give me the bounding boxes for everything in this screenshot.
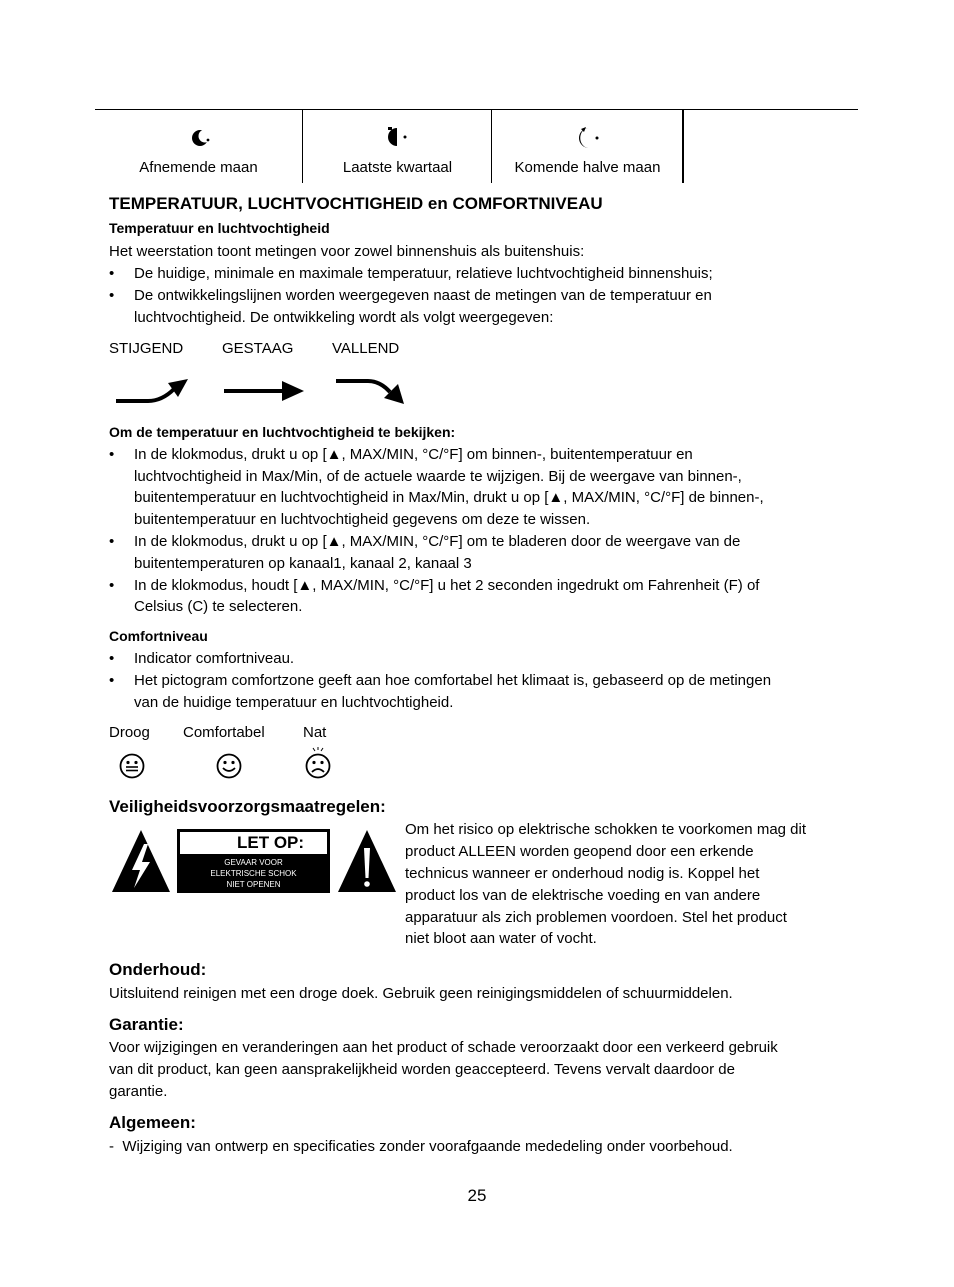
exclamation-warning-icon bbox=[336, 828, 398, 894]
safety-text-line: product los van de elektrische voeding en van andere bbox=[405, 887, 761, 904]
safety-text-line: Om het risico op elektrische schokken te voorkomen mag dit bbox=[405, 821, 807, 838]
steady-arrow-icon bbox=[222, 378, 306, 404]
list-item: luchtvochtigheid in Max/Min, of de actuele waarde te wijzigen. Bij de weergave van binnen-, bbox=[134, 468, 742, 485]
falling-arrow-icon bbox=[334, 374, 410, 408]
list-item: De huidige, minimale en maximale temperatuur, relatieve luchtvochtigheid binnenshuis; bbox=[134, 265, 713, 282]
list-item: buitentemperaturen op kanaal1, kanaal 2, kanaal 3 bbox=[134, 555, 472, 572]
table-divider bbox=[682, 110, 684, 183]
waxing-half-moon-icon bbox=[577, 125, 603, 151]
intro-text: Het weerstation toont metingen voor zowel binnenshuis als buitenshuis: bbox=[109, 243, 585, 260]
maintenance-text: Uitsluitend reinigen met een droge doek. Gebruik geen reinigingsmiddelen of schuurmiddelen. bbox=[109, 985, 733, 1002]
bullet-marker: • bbox=[109, 287, 115, 304]
bullet-marker: • bbox=[109, 577, 115, 594]
section-title-warranty: Garantie: bbox=[109, 1015, 184, 1034]
warning-label-box bbox=[177, 829, 330, 893]
waning-crescent-moon-icon bbox=[190, 126, 214, 150]
list-item: buitentemperatuur en luchtvochtigheid in Max/Min, drukt u op [▲, MAX/MIN, °C/°F] de binnen-, bbox=[134, 489, 764, 506]
list-item: Celsius (C) te selecteren. bbox=[134, 598, 303, 615]
section-title-temperature: TEMPERATUUR, LUCHTVOCHTIGHEID en COMFORTNIVEAU bbox=[109, 194, 603, 213]
general-text: - Wijziging van ontwerp en specificaties zonder voorafgaande mededeling onder voorbehoud. bbox=[109, 1138, 733, 1155]
list-item: luchtvochtigheid. De ontwikkeling wordt als volgt weergegeven: bbox=[134, 309, 554, 326]
comfort-label-comfortable: Comfortabel bbox=[183, 724, 265, 741]
sad-face-icon bbox=[304, 746, 334, 780]
list-item: De ontwikkelingslijnen worden weergegeven naast de metingen van de temperatuur en bbox=[134, 287, 712, 304]
trend-label-steady: GESTAAG bbox=[222, 340, 294, 357]
last-quarter-moon-icon bbox=[385, 125, 411, 149]
subheading-view: Om de temperatuur en luchtvochtigheid te bekijken: bbox=[109, 424, 456, 440]
safety-text-line: product ALLEEN worden geopend door een erkende bbox=[405, 843, 754, 860]
bullet-marker: • bbox=[109, 672, 115, 689]
moon-label: Komende halve maan bbox=[514, 159, 661, 176]
warning-box-header bbox=[180, 832, 327, 854]
page-number: 25 bbox=[467, 1186, 487, 1205]
warranty-text-line: garantie. bbox=[109, 1083, 168, 1100]
safety-text-line: technicus wanneer er onderhoud nodig is. Koppel het bbox=[405, 865, 760, 882]
safety-text-line: apparatuur als zich problemen voordoen. Stel het product bbox=[405, 909, 787, 926]
rising-arrow-icon bbox=[112, 375, 192, 407]
section-title-safety: Veiligheidsvoorzorgsmaatregelen: bbox=[109, 797, 386, 816]
section-title-general: Algemeen: bbox=[109, 1113, 196, 1132]
warning-box-title: LET OP: bbox=[237, 833, 305, 852]
table-top-border bbox=[95, 109, 858, 110]
bullet-marker: • bbox=[109, 446, 115, 463]
list-item: buitentemperatuur en luchtvochtigheid gegevens om deze te wissen. bbox=[134, 511, 591, 528]
bullet-marker: • bbox=[109, 533, 115, 550]
moon-label: Laatste kwartaal bbox=[342, 159, 453, 176]
list-item: In de klokmodus, houdt [▲, MAX/MIN, °C/°F] u het 2 seconden ingedrukt om Fahrenheit (F) of bbox=[134, 577, 760, 594]
electric-shock-warning-icon bbox=[110, 828, 172, 894]
warning-box-line: GEVAAR VOOR bbox=[224, 858, 283, 867]
bullet-marker: • bbox=[109, 650, 115, 667]
list-item: van de huidige temperatuur en luchtvochtigheid. bbox=[134, 694, 454, 711]
subheading-temperature-humidity: Temperatuur en luchtvochtigheid bbox=[109, 220, 330, 236]
warning-box-line: NIET OPENEN bbox=[226, 880, 281, 889]
safety-text-line: niet bloot aan water of vocht. bbox=[405, 930, 597, 947]
comfort-label-dry: Droog bbox=[109, 724, 150, 741]
trend-label-falling: VALLEND bbox=[332, 340, 400, 357]
warranty-text-line: Voor wijzigingen en veranderingen aan het product of schade veroorzaakt door een verkeerd gebruik bbox=[109, 1039, 778, 1056]
list-item: Indicator comfortniveau. bbox=[134, 650, 295, 667]
moon-label: Afnemende maan bbox=[139, 159, 258, 176]
warning-box-line: ELEKTRISCHE SCHOK bbox=[210, 869, 297, 878]
bullet-marker: • bbox=[109, 265, 115, 282]
neutral-face-icon bbox=[118, 752, 146, 780]
warranty-text-line: van dit product, kan geen aansprakelijkheid worden geaccepteerd. Tevens vervalt daardoor de bbox=[109, 1061, 735, 1078]
comfort-label-wet: Nat bbox=[303, 724, 327, 741]
trend-label-rising: STIJGEND bbox=[109, 340, 184, 357]
smiley-face-icon bbox=[215, 752, 243, 780]
list-item: In de klokmodus, drukt u op [▲, MAX/MIN, °C/°F] om binnen-, buitentemperatuur en bbox=[134, 446, 693, 463]
subheading-comfort: Comfortniveau bbox=[109, 628, 208, 644]
section-title-maintenance: Onderhoud: bbox=[109, 960, 207, 979]
list-item: In de klokmodus, drukt u op [▲, MAX/MIN, °C/°F] om te bladeren door de weergave van de bbox=[134, 533, 741, 550]
list-item: Het pictogram comfortzone geeft aan hoe comfortabel het klimaat is, gebaseerd op de metingen bbox=[134, 672, 772, 689]
